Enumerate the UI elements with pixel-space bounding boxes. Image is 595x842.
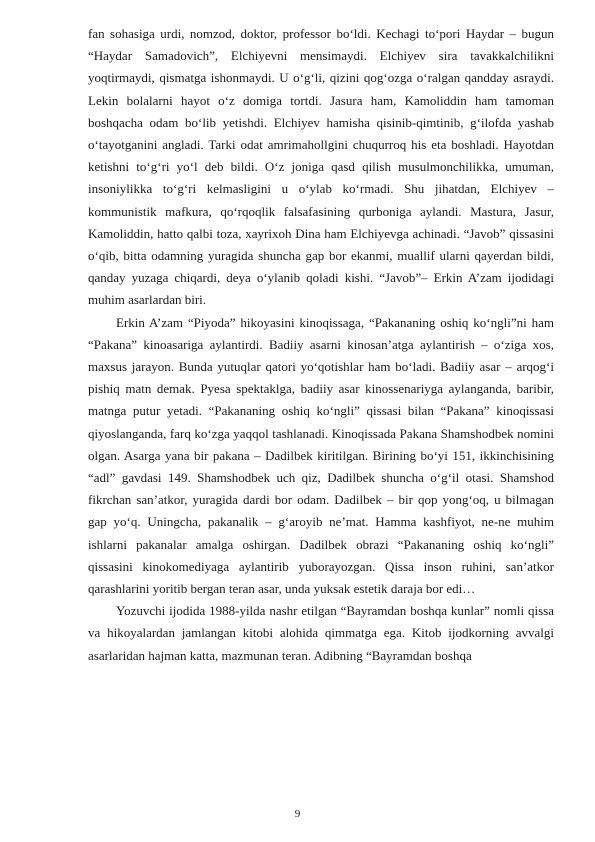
paragraph-2: Erkin A’zam “Piyoda” hikoyasini kinoqissaga, “Pakananing oshiq ko‘ngli”ni ham “Pakana” kinoasariga aylantirdi. Badiiy asarni kinosan’atga aylantirish – o‘ziga xos, maxsus jarayon. Bunda yutuqlar qatori yo‘qotishlar ham bo‘ladi. Badiiy asar – arqog‘i pishiq matn demak. Pyesa spektaklga, badiiy asar kinossenariyga aylanganda, baribir, matnga putur yetadi. “Pakananing oshiq ko‘ngli” qissasi bilan “Pakana” kinoqissasi qiyoslanganda, farq ko‘zga yaqqol tashlanadi. Kinoqissada Pakana Shamshodbek nomini olgan. Asarga yana bir pakana – Dadilbek kiritilgan. Birining bo‘yi 151, ikkinchisining “adl” gavdasi 149. Shamshodbek uch qiz, Dadilbek shuncha o‘g‘il otasi. Shamshod fikrchan san’atkor, yuragida dardi bor odam. Dadilbek – bir qop yong‘oq, u bilmagan gap yo‘q. Uningcha, pakanalik – g‘aroyib ne’mat. Hamma kashfiyot, ne-ne muhim ishlarni pakanalar amalga oshirgan. Dadilbek obrazi “Pakananing oshiq ko‘ngli” qissasini kinokomediyaga aylantirib yuborayozgan. Qissa inson ruhini, san’atkor qarashlarini yoritib bergan teran asar, unda yuksak estetik daraja bor edi… [88,314,554,597]
paragraph-3: Yozuvchi ijodida 1988-yilda nashr etilgan “Bayramdan boshqa kunlar” nomli qissa va hikoyalardan jamlangan kitobi alohida qimmatga ega. Kitob ijodkorning avvalgi asarlaridan hajman katta, mazmunan teran. Adibning “Bayramdan boshqa [88,603,554,663]
page-body [88,23,554,667]
page-number: 9 [294,808,301,820]
paragraph-1: fan sohasiga urdi, nomzod, doktor, professor bo‘ldi. Kechagi to‘pori Haydar – bugun “Haydar Samadovich”, Elchiyevni mensimaydi. Elchiyev sira tavakkalchilikni yoqtirmaydi, qismatga ishonmaydi. U o‘g‘li, qizini qog‘ozga o‘ralgan qandday asraydi. Lekin bolalarni hayot o‘z domiga tortdi. Jasura ham, Kamoliddin ham tamoman boshqacha odam bo‘lib yetishdi. Elchiyev hamisha qisinib-qimtinib, g‘ilofda yashab o‘tayotganini angladi. Tarki odat amrimahollgini chuqurroq his eta boshladi. Hayotdan ketishni to‘g‘ri yo‘l deb bildi. O‘z joniga qasd qilish musulmonchilikka, umuman, insoniylikka to‘g‘ri kelmasligini u o‘ylab ko‘rmadi. Shu jihatdan, Elchiyev – kommunistik mafkura, qo‘rqoqlik falsafasining qurboniga aylandi. Mastura, Jasur, Kamoliddin, hatto qalbi toza, xayrixoh Dina ham Elchiyevga achinadi. “Javob” qissasini o‘qib, bitta odamning yuragida shuncha gap bor ekanmi, muallif ularni qayerdan bildi, qanday yuzaga chiqardi, deya o‘ylanib qoladi kishi. “Javob”– Erkin A’zam ijodidagi muhim asarlardan biri. [88,26,554,308]
